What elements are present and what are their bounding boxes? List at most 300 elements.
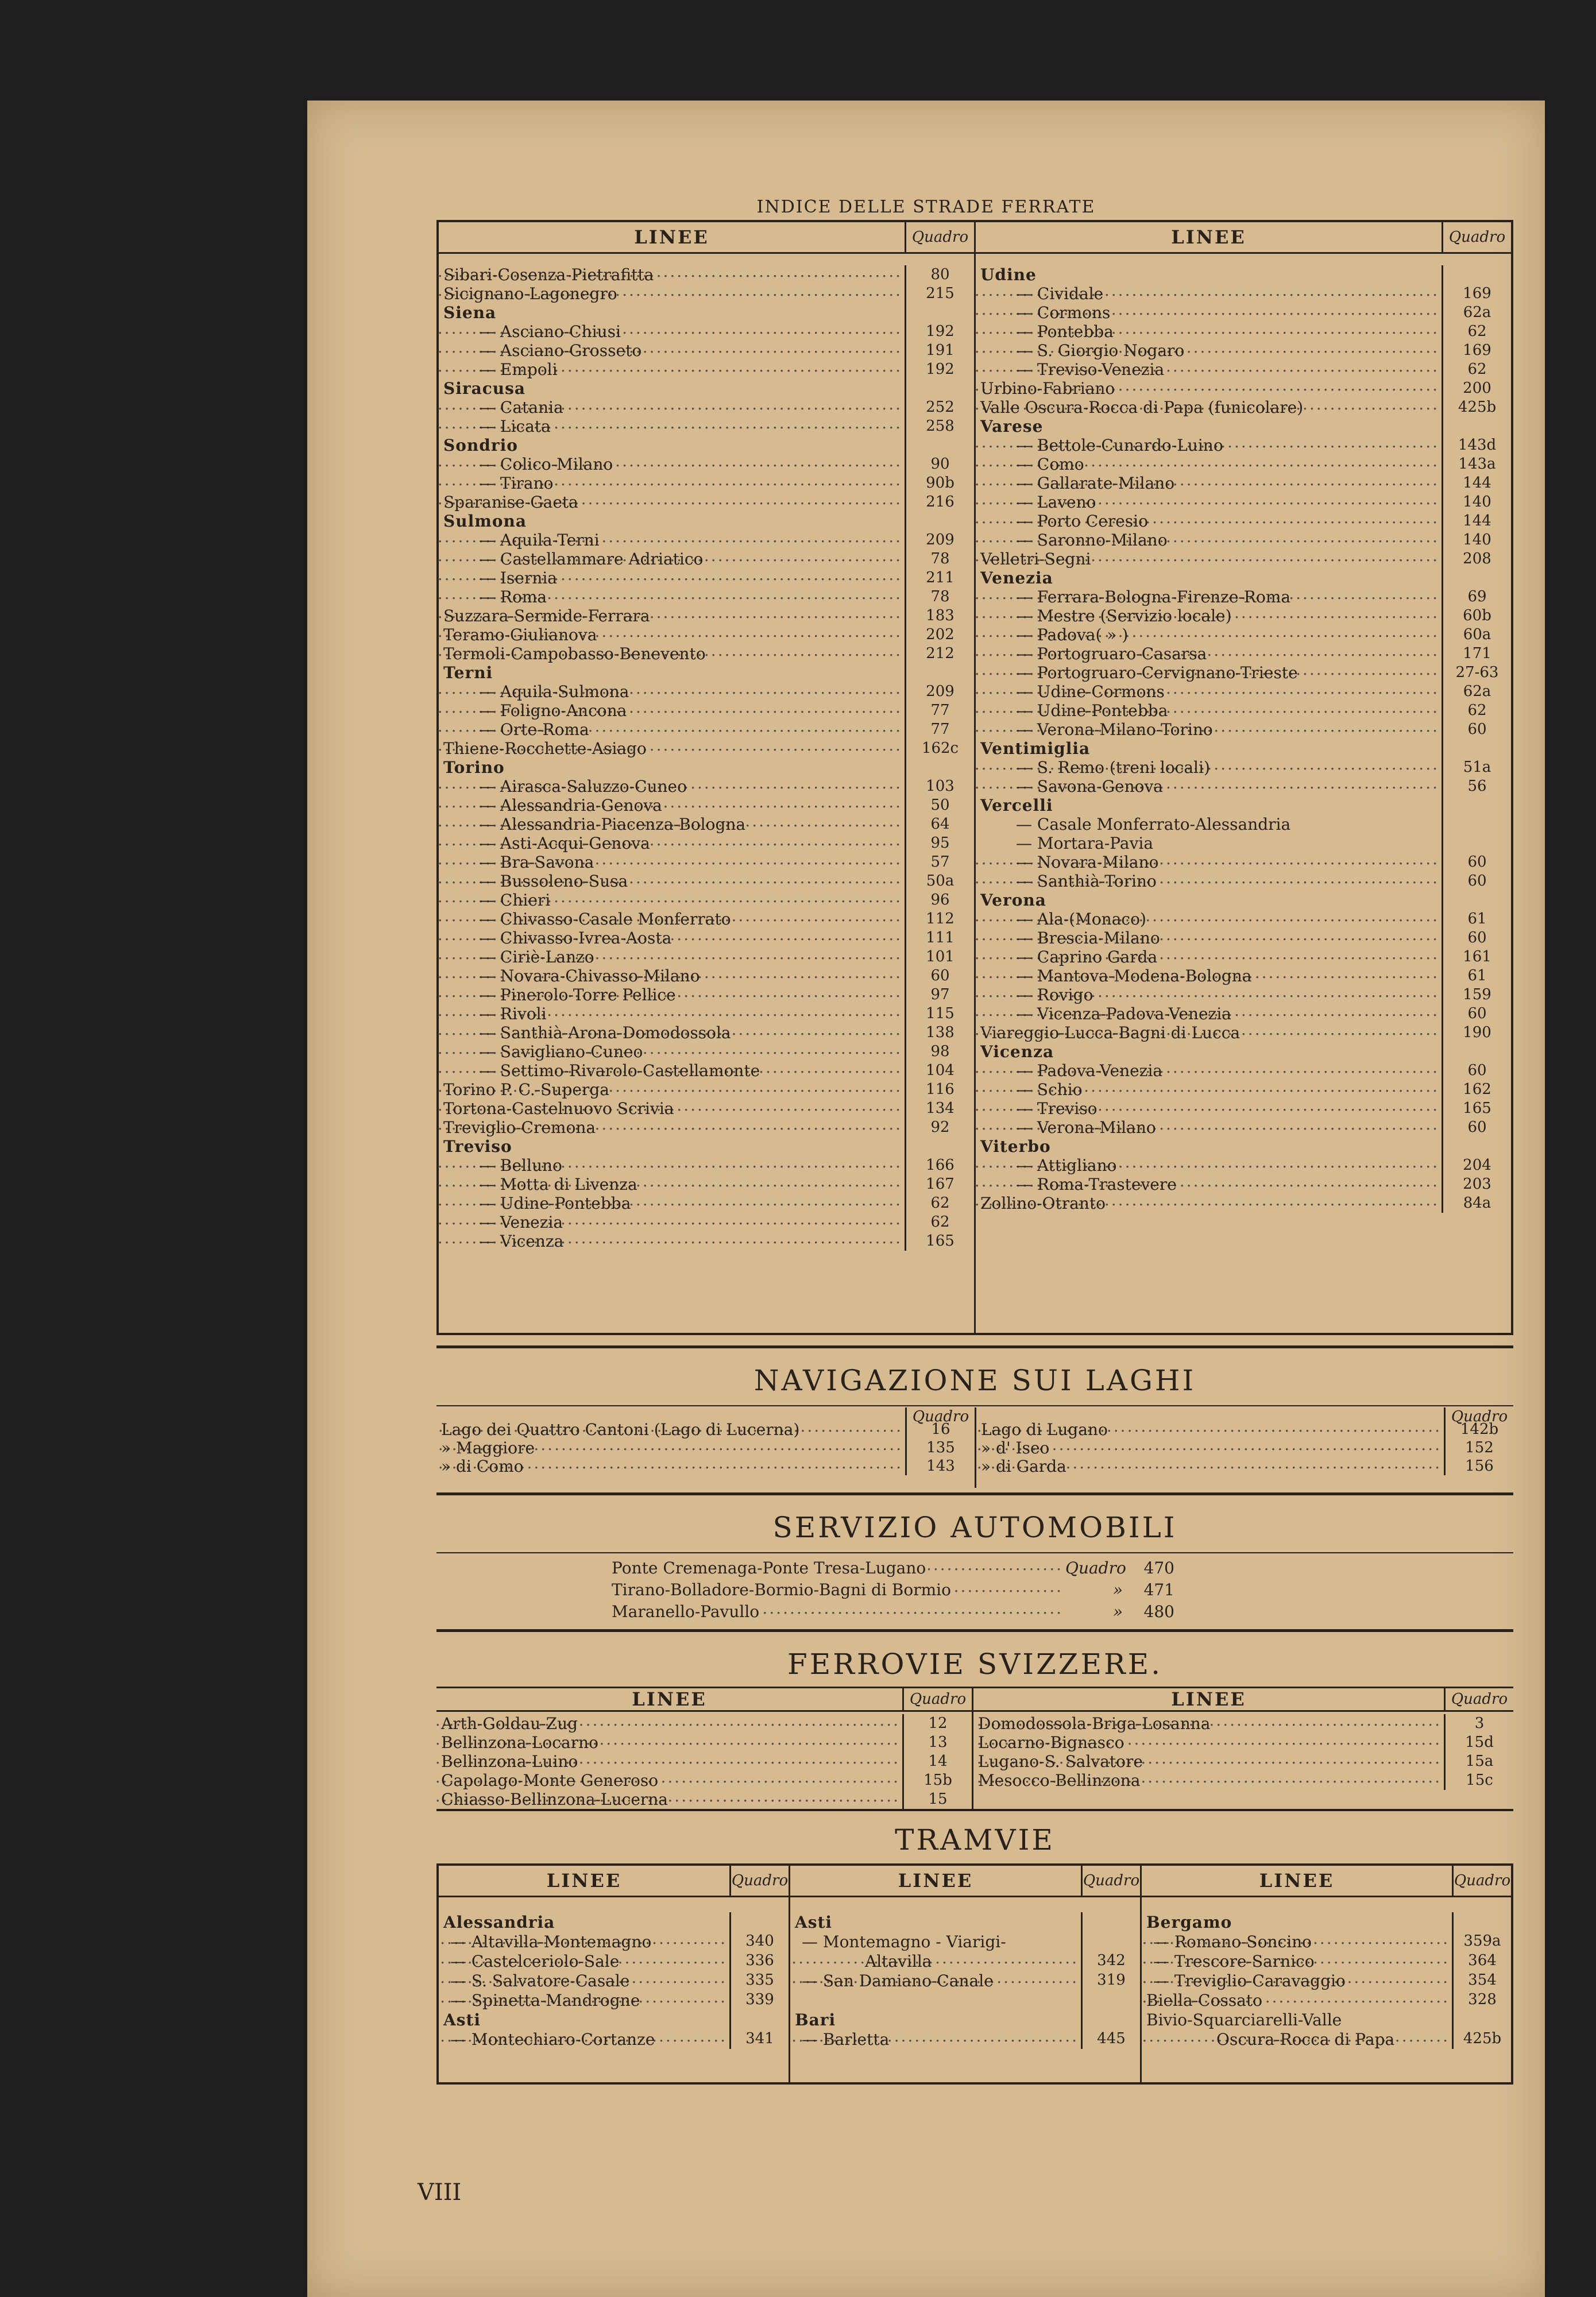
list-item xyxy=(976,777,1511,796)
quadro-number: 336 xyxy=(729,1951,789,1971)
divider xyxy=(436,1492,1513,1495)
quadro-number: 183 xyxy=(905,606,974,625)
list-item xyxy=(976,569,1511,587)
divider xyxy=(436,1629,1513,1632)
quadro-number: 143a xyxy=(1442,455,1511,474)
list-item xyxy=(973,1771,1513,1790)
entry-name: — Asti-Acqui-Genova xyxy=(479,834,650,853)
entry-name: — Foligno-Ancona xyxy=(479,701,627,720)
entry-name: — Mestre (Servizio locale) xyxy=(1016,606,1232,625)
entry-name: — Bra-Savona xyxy=(479,853,594,872)
entry-name: — Treviglio-Caravaggio xyxy=(1153,1971,1346,1990)
entry-name: Bergamo xyxy=(1146,1912,1232,1932)
quadro-number: 61 xyxy=(1442,910,1511,929)
list-item xyxy=(1142,1990,1511,2010)
entry-name: Sulmona xyxy=(443,512,527,531)
entry-name: Viareggio-Lucca-Bagni di Lucca xyxy=(980,1023,1241,1042)
entry-name: — Portogruaro-Cervignano-Trieste xyxy=(1016,663,1298,682)
quadro-number: 166 xyxy=(905,1156,974,1175)
entry-name: Valle Oscura-Rocca di Papa (funicolare) xyxy=(980,398,1304,417)
quadro-number: 111 xyxy=(905,929,974,948)
quadro-number: 342 xyxy=(1081,1951,1140,1971)
list-item xyxy=(973,1714,1513,1733)
list-item xyxy=(439,720,974,739)
railway-index-table xyxy=(436,220,1513,1335)
list-item xyxy=(976,1042,1511,1061)
list-item xyxy=(436,1752,972,1771)
list-item xyxy=(976,966,1511,985)
entry-name: Capolago-Monte Generoso xyxy=(441,1771,659,1790)
entry-name: — Treviso-Venezia xyxy=(1016,360,1165,379)
list-item xyxy=(976,1023,1511,1042)
entry-name: Oscura-Rocca di Papa xyxy=(1216,2029,1395,2049)
section-title-automobiles: SERVIZIO AUTOMOBILI xyxy=(772,1511,1177,1544)
list-item xyxy=(439,265,974,284)
quadro-number: 78 xyxy=(905,550,974,569)
quadro-number: 340 xyxy=(729,1932,789,1951)
entry-name: Sondrio xyxy=(443,436,518,455)
list-item xyxy=(976,1420,1513,1438)
quadro-number: 84a xyxy=(1442,1194,1511,1213)
list-item xyxy=(439,625,974,644)
list-item xyxy=(439,341,974,360)
quadro-number xyxy=(1442,1137,1511,1156)
entry-name: Ventimiglia xyxy=(980,739,1091,758)
entry-name: — Ferrara-Bologna-Firenze-Roma xyxy=(1016,587,1291,606)
quadro-number: 95 xyxy=(905,834,974,853)
entry-name: — Treviso xyxy=(1016,1099,1098,1118)
list-item xyxy=(439,493,974,512)
quadro-number: 480 xyxy=(1143,1602,1174,1621)
entry-name: — Padova-Venezia xyxy=(1016,1061,1163,1080)
list-item xyxy=(976,796,1511,815)
quadro-number xyxy=(1442,815,1511,834)
page-number: VIII xyxy=(418,2179,462,2206)
list-item xyxy=(439,1951,789,1971)
entry-name: — Laveno xyxy=(1016,493,1096,512)
quadro-number: 135 xyxy=(905,1438,975,1457)
list-item xyxy=(976,853,1511,872)
quadro-number xyxy=(1442,891,1511,910)
quadro-number: 165 xyxy=(905,1232,974,1251)
entry-name: — Gallarate-Milano xyxy=(1016,474,1175,493)
list-item xyxy=(790,1912,1140,1932)
navigation-right-list xyxy=(976,1420,1513,1475)
entry-name: Altavilla xyxy=(865,1951,932,1971)
column-header-lines: LINEE xyxy=(634,226,709,248)
list-item xyxy=(439,587,974,606)
list-item xyxy=(439,682,974,701)
swiss-right-list xyxy=(973,1712,1513,1790)
quadro-number: 62 xyxy=(1442,322,1511,341)
quadro-number: 15b xyxy=(902,1771,972,1790)
quadro-number: 60 xyxy=(1442,720,1511,739)
quadro-number: 104 xyxy=(905,1061,974,1080)
list-item xyxy=(976,1118,1511,1137)
list-item xyxy=(439,1004,974,1023)
quadro-number: 56 xyxy=(1442,777,1511,796)
quadro-number: 103 xyxy=(905,777,974,796)
quadro-number: 216 xyxy=(905,493,974,512)
entry-name: — Verona-Milano xyxy=(1016,1118,1156,1137)
quadro-number: 211 xyxy=(905,569,974,587)
list-item xyxy=(439,322,974,341)
list-item xyxy=(976,1156,1511,1175)
entry-name: Locarno-Bignasco xyxy=(978,1733,1124,1752)
entry-name: Torino P. C.-Superga xyxy=(443,1080,609,1099)
entry-name: Tortona-Castelnuovo Scrivia xyxy=(443,1099,674,1118)
entry-name: — Como xyxy=(1016,455,1084,474)
entry-name: — Porto Ceresio xyxy=(1016,512,1148,531)
list-item xyxy=(439,531,974,550)
list-item xyxy=(973,1752,1513,1771)
entry-name: Urbino-Fabriano xyxy=(980,379,1115,398)
quadro-number: 92 xyxy=(905,1118,974,1137)
section-title-tramways: TRAMVIE xyxy=(895,1823,1055,1857)
list-item xyxy=(439,891,974,910)
entry-name: Tirano-Bolladore-Bormio-Bagni di Bormio xyxy=(612,1580,953,1599)
list-item xyxy=(439,739,974,758)
entry-name: — Alessandria-Genova xyxy=(479,796,662,815)
list-item xyxy=(439,569,974,587)
entry-name: Bellinzona-Locarno xyxy=(441,1733,598,1752)
entry-name: — Trescore-Sarnico xyxy=(1153,1951,1315,1971)
quadro-number: 138 xyxy=(905,1023,974,1042)
quadro-number xyxy=(905,1137,974,1156)
entry-name: Siracusa xyxy=(443,379,526,398)
railway-right-column xyxy=(976,222,1511,1333)
entry-name: Siena xyxy=(443,303,497,322)
entry-name: Bellinzona-Luino xyxy=(441,1752,578,1771)
entry-name: — Vicenza-Padova-Venezia xyxy=(1016,1004,1231,1023)
entry-name: Udine xyxy=(980,265,1037,284)
entry-name: — Asciano-Grosseto xyxy=(479,341,642,360)
quadro-number xyxy=(905,758,974,777)
list-item xyxy=(439,1971,789,1990)
list-item xyxy=(439,796,974,815)
quadro-number: 162 xyxy=(1442,1080,1511,1099)
quadro-number: 209 xyxy=(905,531,974,550)
entry-name: — Ala-(Monaco) xyxy=(1016,910,1146,929)
quadro-number: 62 xyxy=(1442,360,1511,379)
list-item xyxy=(976,474,1511,493)
list-item xyxy=(976,1137,1511,1156)
column-header-quadro: Quadro xyxy=(905,1407,975,1420)
quadro-number: 190 xyxy=(1442,1023,1511,1042)
list-item xyxy=(612,1558,1174,1577)
column-header-quadro: Quadro xyxy=(1452,1866,1511,1896)
entry-name: — Bussoleno-Susa xyxy=(479,872,628,891)
list-item xyxy=(439,1175,974,1194)
quadro-number: 215 xyxy=(905,284,974,303)
quadro-number: 203 xyxy=(1442,1175,1511,1194)
entry-name: — S. Giorgio Nogaro xyxy=(1016,341,1185,360)
list-item xyxy=(976,1194,1511,1213)
entry-name: — Rivoli xyxy=(479,1004,547,1023)
running-head: INDICE DELLE STRADE FERRATE xyxy=(756,197,1096,217)
entry-name: Teramo-Giulianova xyxy=(443,625,597,644)
quadro-number: 191 xyxy=(905,341,974,360)
list-item xyxy=(976,512,1511,531)
list-item xyxy=(976,815,1511,834)
quadro-number: 471 xyxy=(1143,1580,1174,1599)
list-item xyxy=(439,1194,974,1213)
entry-name: Suzzara-Sermide-Ferrara xyxy=(443,606,650,625)
tramways-col1-list xyxy=(439,1897,789,2049)
list-item xyxy=(976,360,1511,379)
quadro-number xyxy=(1442,417,1511,436)
quadro-number: 140 xyxy=(1442,531,1511,550)
quadro-number: 60 xyxy=(1442,1061,1511,1080)
quadro-label: Quadro xyxy=(1065,1558,1126,1577)
list-item xyxy=(976,587,1511,606)
quadro-number xyxy=(1452,1912,1511,1932)
quadro-number: 62 xyxy=(905,1194,974,1213)
entry-name: Velletri-Segni xyxy=(980,550,1091,569)
entry-name: — Empoli xyxy=(479,360,558,379)
list-item xyxy=(439,1099,974,1118)
quadro-number xyxy=(1452,2010,1511,2029)
quadro-number: 144 xyxy=(1442,512,1511,531)
navigation-table xyxy=(436,1407,1513,1488)
list-item xyxy=(976,1080,1511,1099)
entry-name: Biella-Cossato xyxy=(1146,1990,1262,2010)
quadro-number: 209 xyxy=(905,682,974,701)
list-item xyxy=(439,872,974,891)
entry-name: — Isernia xyxy=(479,569,557,587)
list-item xyxy=(439,303,974,322)
entry-name: Zollino-Otranto xyxy=(980,1194,1106,1213)
quadro-number: 64 xyxy=(905,815,974,834)
entry-name: » d' Iseo xyxy=(981,1438,1050,1457)
list-item xyxy=(436,1733,972,1752)
quadro-number: 252 xyxy=(905,398,974,417)
quadro-number: 77 xyxy=(905,701,974,720)
quadro-number: 62 xyxy=(1442,701,1511,720)
quadro-number: 470 xyxy=(1143,1558,1174,1577)
column-header-quadro: Quadro xyxy=(1442,222,1511,252)
entry-name: Ponte Cremenaga-Ponte Tresa-Lugano xyxy=(612,1559,928,1577)
entry-name: — Pinerolo-Torre Pellice xyxy=(479,985,676,1004)
entry-name: — Aquila-Sulmona xyxy=(479,682,629,701)
quadro-number: 12 xyxy=(902,1714,972,1733)
entry-name: — Caprino Garda xyxy=(1016,948,1158,966)
list-item xyxy=(439,2029,789,2049)
quadro-number xyxy=(1442,1042,1511,1061)
entry-name: — Barletta xyxy=(802,2029,890,2049)
quadro-number: 212 xyxy=(905,644,974,663)
quadro-number: 200 xyxy=(1442,379,1511,398)
quadro-number xyxy=(729,1912,789,1932)
quadro-number: 364 xyxy=(1452,1951,1511,1971)
quadro-number: 3 xyxy=(1444,1714,1513,1733)
quadro-number: 335 xyxy=(729,1971,789,1990)
quadro-number xyxy=(1442,569,1511,587)
list-item xyxy=(439,644,974,663)
entry-name: — Savona-Genova xyxy=(1016,777,1163,796)
list-item xyxy=(439,1042,974,1061)
list-item xyxy=(976,322,1511,341)
entry-name: Thiene-Rocchette-Asiago xyxy=(443,739,647,758)
entry-name: Sparanise-Gaeta xyxy=(443,493,578,512)
entry-name: — Catania xyxy=(479,398,563,417)
entry-name: — Aquila-Terni xyxy=(479,531,600,550)
entry-name: — Cormons xyxy=(1016,303,1111,322)
quadro-number: 62a xyxy=(1442,682,1511,701)
entry-name: Asti xyxy=(795,1912,833,1932)
entry-name: » Maggiore xyxy=(441,1438,535,1457)
list-item xyxy=(439,474,974,493)
entry-name: — Pontebba xyxy=(1016,322,1114,341)
quadro-number: 15c xyxy=(1444,1771,1513,1790)
list-item xyxy=(612,1602,1174,1621)
entry-name: — Attigliano xyxy=(1016,1156,1117,1175)
tramways-col3-list xyxy=(1142,1897,1511,2049)
list-item xyxy=(439,1061,974,1080)
entry-name: — Alessandria-Piacenza-Bologna xyxy=(479,815,746,834)
quadro-number: 80 xyxy=(905,265,974,284)
swiss-left-list xyxy=(436,1712,972,1809)
list-item xyxy=(1142,1951,1511,1971)
entry-name: Arth-Goldau-Zug xyxy=(441,1714,578,1733)
column-header-quadro: Quadro xyxy=(1081,1866,1140,1896)
quadro-number: 208 xyxy=(1442,550,1511,569)
entry-name: — S. Salvatore-Casale xyxy=(450,1971,630,1990)
entry-name: — San Damiano-Canale xyxy=(802,1971,994,1990)
column-header-lines: LINEE xyxy=(1171,1688,1246,1710)
list-item xyxy=(976,644,1511,663)
list-item xyxy=(1142,2010,1511,2029)
entry-name: — Chieri xyxy=(479,891,551,910)
quadro-number xyxy=(905,512,974,531)
list-item xyxy=(439,455,974,474)
list-item xyxy=(439,1932,789,1951)
list-item xyxy=(439,360,974,379)
quadro-number: 16 xyxy=(905,1420,975,1438)
entry-name: — Santhià-Arona-Domodossola xyxy=(479,1023,731,1042)
list-item xyxy=(439,701,974,720)
document-page xyxy=(307,100,1545,2297)
list-item xyxy=(439,1156,974,1175)
quadro-number: 143d xyxy=(1442,436,1511,455)
tramways-table xyxy=(436,1863,1513,2085)
column-header-quadro: Quadro xyxy=(1444,1688,1513,1710)
entry-name: Bivio-Squarciarelli-Valle xyxy=(1146,2010,1342,2029)
list-item xyxy=(439,1912,789,1932)
entry-name: — Orte-Roma xyxy=(479,720,589,739)
column-header-lines: LINEE xyxy=(1259,1870,1335,1892)
entry-name: Terni xyxy=(443,663,493,682)
quadro-number: 90b xyxy=(905,474,974,493)
quadro-number xyxy=(1442,796,1511,815)
quadro-number: 143 xyxy=(905,1457,975,1475)
list-item xyxy=(790,1971,1140,1990)
list-item xyxy=(439,284,974,303)
quadro-number: 112 xyxy=(905,910,974,929)
entry-name: — Udine-Cormons xyxy=(1016,682,1165,701)
entry-name: — Rovigo xyxy=(1016,985,1093,1004)
list-item xyxy=(439,550,974,569)
quadro-number: 258 xyxy=(905,417,974,436)
quadro-number xyxy=(905,436,974,455)
entry-name: Lugano-S. Salvatore xyxy=(978,1752,1143,1771)
list-item xyxy=(976,550,1511,569)
list-item xyxy=(439,1232,974,1251)
list-item xyxy=(439,663,974,682)
entry-name: — Casale Monferrato-Alessandria xyxy=(1016,815,1291,834)
quadro-number: 15a xyxy=(1444,1752,1513,1771)
quadro-number xyxy=(905,303,974,322)
quadro-number: 97 xyxy=(905,985,974,1004)
quadro-number: 192 xyxy=(905,322,974,341)
entry-name: Varese xyxy=(980,417,1044,436)
entry-name: — Savigliano-Cuneo xyxy=(479,1042,643,1061)
entry-name: Viterbo xyxy=(980,1137,1051,1156)
quadro-number: 60 xyxy=(1442,872,1511,891)
quadro-number: 77 xyxy=(905,720,974,739)
quadro-number: 445 xyxy=(1081,2029,1140,2049)
list-item xyxy=(436,1438,975,1457)
quadro-number: 425b xyxy=(1452,2029,1511,2049)
quadro-number: 57 xyxy=(905,853,974,872)
navigation-left-list xyxy=(436,1420,975,1475)
quadro-number: 60 xyxy=(1442,1004,1511,1023)
entry-name: — Udine-Pontebba xyxy=(479,1194,631,1213)
list-item xyxy=(976,284,1511,303)
entry-name: — Saronno-Milano xyxy=(1016,531,1168,550)
list-item xyxy=(439,1118,974,1137)
entry-name: — Licata xyxy=(479,417,551,436)
column-header-quadro: Quadro xyxy=(1444,1407,1513,1420)
entry-name: Sicignano-Lagonegro xyxy=(443,284,617,303)
list-item xyxy=(976,701,1511,720)
column-header-quadro: Quadro xyxy=(729,1866,789,1896)
list-item xyxy=(976,341,1511,360)
entry-name: — Padova( » ) xyxy=(1016,625,1129,644)
list-item xyxy=(439,948,974,966)
list-item xyxy=(439,417,974,436)
list-item xyxy=(436,1771,972,1790)
quadro-number xyxy=(1442,739,1511,758)
quadro-number: 156 xyxy=(1444,1457,1513,1475)
entry-name: — Montechiaro-Cortanze xyxy=(450,2029,655,2049)
quadro-number: 328 xyxy=(1452,1990,1511,2010)
quadro-number: 62 xyxy=(905,1213,974,1232)
entry-name: — Belluno xyxy=(479,1156,562,1175)
quadro-number: 116 xyxy=(905,1080,974,1099)
quadro-number: 167 xyxy=(905,1175,974,1194)
list-item xyxy=(439,966,974,985)
list-item xyxy=(439,853,974,872)
list-item xyxy=(439,606,974,625)
quadro-number: 27-63 xyxy=(1442,663,1511,682)
list-item xyxy=(976,948,1511,966)
entry-name: Treviso xyxy=(443,1137,512,1156)
quadro-number: 90 xyxy=(905,455,974,474)
quadro-number xyxy=(729,2010,789,2029)
entry-name: — Mortara-Pavia xyxy=(1016,834,1154,853)
railway-left-column xyxy=(439,222,976,1333)
column-header-lines: LINEE xyxy=(898,1870,973,1892)
list-item xyxy=(790,1951,1140,1971)
entry-name xyxy=(795,1991,797,2010)
quadro-number xyxy=(905,379,974,398)
column-header-lines: LINEE xyxy=(1171,226,1246,248)
list-item xyxy=(790,1990,1140,2010)
list-item xyxy=(976,625,1511,644)
entry-name: — Novara-Milano xyxy=(1016,853,1159,872)
list-item xyxy=(1142,1932,1511,1951)
